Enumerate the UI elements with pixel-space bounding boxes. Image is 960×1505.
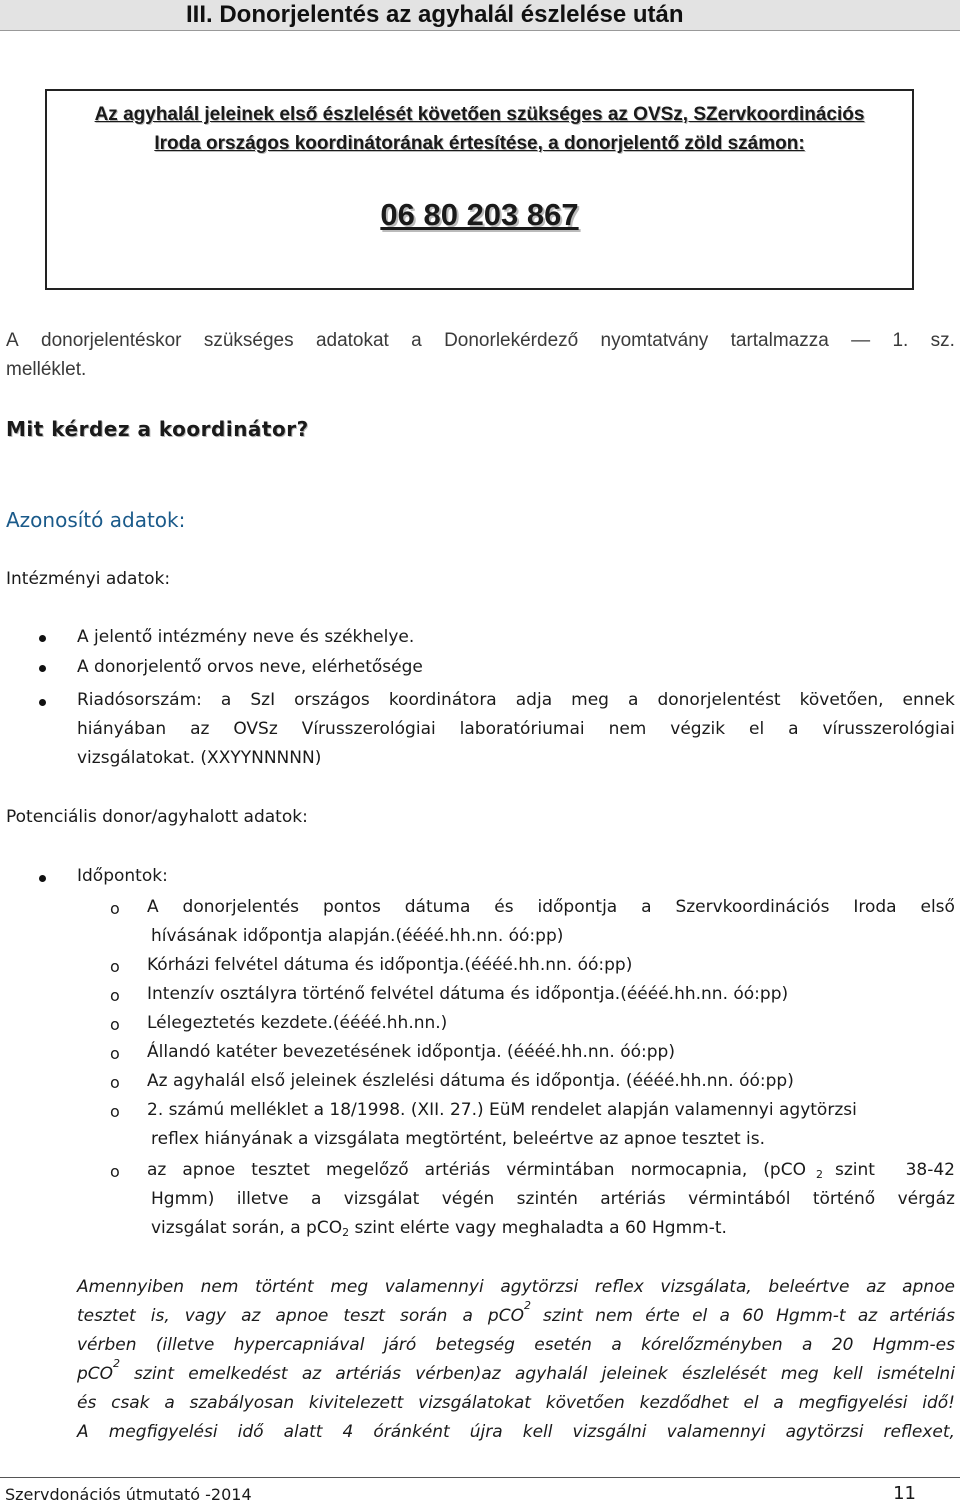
word: országos bbox=[294, 690, 370, 710]
word: ennek bbox=[902, 690, 955, 710]
word: artériás bbox=[889, 1306, 955, 1326]
word: agytörzsi bbox=[785, 1422, 864, 1442]
word: Donorlekérdező bbox=[444, 330, 579, 351]
intro-line-1 bbox=[6, 330, 955, 352]
word: SzI bbox=[250, 690, 276, 710]
timepoint-7-line-1: 2. számú melléklet a 18/1998. (XII. 27.) EüM rendelet alapján valamennyi agytörzsi bbox=[147, 1100, 857, 1120]
word: észlelését bbox=[682, 1364, 767, 1384]
bullet-dot bbox=[39, 635, 46, 642]
word: reflexet, bbox=[883, 1422, 955, 1442]
word: követően bbox=[545, 1393, 625, 1413]
t8-line3-sub: 2 bbox=[342, 1226, 350, 1239]
word: az bbox=[866, 1277, 886, 1297]
word: az bbox=[301, 1364, 322, 1384]
circle-bullet: o bbox=[110, 957, 120, 976]
footer-title: Szervdonációs útmutató -2014 bbox=[5, 1485, 252, 1504]
word: tartalmazza bbox=[730, 330, 829, 351]
word: követően, bbox=[799, 690, 884, 710]
word: járó bbox=[383, 1335, 417, 1355]
word: vérben)az bbox=[415, 1364, 501, 1384]
section-heading: III. Donorjelentés az agyhalál észlelése után bbox=[186, 1, 684, 28]
word: vérgáz bbox=[897, 1189, 955, 1209]
bullet-dot bbox=[39, 665, 46, 672]
closing-line-4-a: pCO bbox=[77, 1364, 114, 1384]
word: valamennyi bbox=[384, 1277, 484, 1297]
closing-line-5 bbox=[77, 1393, 955, 1413]
word: vagy bbox=[184, 1306, 227, 1326]
word: a bbox=[773, 1393, 784, 1413]
institution-item-3-line-1 bbox=[77, 690, 955, 710]
word: tesztet bbox=[77, 1306, 136, 1326]
word: első bbox=[920, 897, 955, 917]
word: vérmintában bbox=[506, 1160, 615, 1180]
word: (illetve bbox=[155, 1335, 215, 1355]
word: kell bbox=[522, 1422, 553, 1442]
word: szint bbox=[134, 1364, 174, 1384]
bullet-dot bbox=[39, 699, 46, 706]
word: 1. bbox=[892, 330, 909, 351]
institution-item-3-line-3: vizsgálatokat. (XXYYNNNNN) bbox=[77, 748, 322, 768]
word: a bbox=[220, 690, 232, 710]
word: a bbox=[788, 719, 799, 739]
notice-line-1: Az agyhalál jeleinek első észlelését követően szükséges az OVSz, SZervkoordinációs bbox=[94, 104, 865, 125]
word: Iroda bbox=[853, 897, 897, 917]
word: pontos bbox=[322, 897, 381, 917]
word: meg bbox=[571, 690, 609, 710]
word: hiányában bbox=[77, 719, 167, 739]
word: jeleinek bbox=[601, 1364, 668, 1384]
word: apnoe bbox=[275, 1306, 329, 1326]
word: el bbox=[749, 719, 765, 739]
institution-item-2: A donorjelentő orvos neve, elérhetősége bbox=[77, 657, 423, 677]
word: is, bbox=[150, 1306, 170, 1326]
word: megelőző bbox=[325, 1160, 409, 1180]
word: végzik bbox=[670, 719, 726, 739]
word: kell bbox=[832, 1364, 863, 1384]
closing-line-3 bbox=[77, 1335, 955, 1355]
word: hypercapniával bbox=[233, 1335, 365, 1355]
word: az bbox=[241, 1306, 261, 1326]
word: szabályosan bbox=[189, 1393, 295, 1413]
word: vizsgálatokat bbox=[418, 1393, 531, 1413]
word: pCO bbox=[487, 1306, 524, 1326]
word: A bbox=[77, 1422, 89, 1442]
word: és bbox=[494, 897, 514, 917]
word: donorjelentést bbox=[657, 690, 781, 710]
word: meg bbox=[780, 1364, 819, 1384]
word: végén bbox=[441, 1189, 495, 1209]
word: a bbox=[411, 330, 422, 351]
word: tesztet bbox=[251, 1160, 310, 1180]
word: artériás bbox=[424, 1160, 491, 1180]
word: 20 bbox=[831, 1335, 854, 1355]
word: beleértve bbox=[768, 1277, 850, 1297]
word: nyomtatvány bbox=[600, 330, 709, 351]
word: emelkedést bbox=[188, 1364, 288, 1384]
word: történt bbox=[255, 1277, 314, 1297]
word: A bbox=[6, 330, 19, 351]
notice-line-2: Iroda országos koordinátorának értesítése, a donorjelentő zöld számon: bbox=[154, 133, 805, 154]
identity-heading: Azonosító adatok: bbox=[6, 508, 186, 532]
circle-bullet: o bbox=[110, 899, 120, 918]
word: újra bbox=[469, 1422, 503, 1442]
circle-bullet: o bbox=[110, 1044, 120, 1063]
word: Vírusszerológiai bbox=[301, 719, 436, 739]
timepoint-8-line-2 bbox=[151, 1189, 955, 1209]
intro-line-2: melléklet. bbox=[6, 359, 87, 380]
word: Amennyiben bbox=[77, 1277, 185, 1297]
word: idő! bbox=[922, 1393, 955, 1413]
word: agytörzsi bbox=[500, 1277, 579, 1297]
bullet-dot bbox=[39, 875, 46, 882]
word: a bbox=[611, 1335, 622, 1355]
section-heading-bar bbox=[0, 0, 960, 31]
word: 4 bbox=[342, 1422, 354, 1442]
closing-line-1 bbox=[77, 1277, 955, 1297]
word: történő bbox=[812, 1189, 876, 1209]
word: agyhalál bbox=[515, 1364, 588, 1384]
word: Hgmm-t bbox=[776, 1306, 846, 1326]
word: meg bbox=[330, 1277, 369, 1297]
word: betegség bbox=[435, 1335, 515, 1355]
word: vizsgálat bbox=[343, 1189, 420, 1209]
word: dátuma bbox=[404, 897, 471, 917]
word: a bbox=[802, 1335, 813, 1355]
t8-words-b bbox=[835, 1160, 955, 1180]
word: artériás bbox=[335, 1364, 401, 1384]
word: szükséges bbox=[203, 330, 294, 351]
institution-item-1: A jelentő intézmény neve és székhelye. bbox=[77, 627, 415, 647]
closing-line-6 bbox=[77, 1422, 955, 1442]
t8-line3-b: szint elérte vagy meghaladta a 60 Hgmm-t. bbox=[349, 1218, 727, 1238]
word: idő bbox=[237, 1422, 264, 1442]
word: A bbox=[147, 897, 159, 917]
word: donorjelentés bbox=[182, 897, 300, 917]
word: kórelőzményben bbox=[641, 1335, 783, 1355]
word: Riadósorszám: bbox=[77, 690, 202, 710]
word: nem bbox=[608, 719, 647, 739]
word: donorjelentéskor bbox=[41, 330, 182, 351]
timepoint-5: Állandó katéter bevezetésének időpontja. (éééé.hh.nn. óó:pp) bbox=[147, 1042, 675, 1062]
question-heading: Mit kérdez a koordinátor? bbox=[6, 417, 309, 441]
timepoint-1-line-2: hívásának időpontja alapján.(éééé.hh.nn. óó:pp) bbox=[151, 926, 564, 946]
closing-line-2-sub: 2 bbox=[524, 1299, 531, 1312]
timepoints-label: Időpontok: bbox=[77, 866, 168, 886]
word: illetve bbox=[236, 1189, 289, 1209]
timepoint-3: Intenzív osztályra történő felvétel dátuma és időpontja.(éééé.hh.nn. óó:pp) bbox=[147, 984, 789, 1004]
closing-line-2-b bbox=[543, 1306, 955, 1326]
timepoint-8-line-3 bbox=[151, 1218, 727, 1238]
circle-bullet: o bbox=[110, 1015, 120, 1034]
word: szint bbox=[835, 1160, 875, 1180]
word: OVSz bbox=[233, 719, 278, 739]
word: apnoe bbox=[902, 1277, 955, 1297]
closing-line-4-b bbox=[134, 1364, 955, 1384]
word: el bbox=[743, 1393, 759, 1413]
closing-line-2 bbox=[77, 1299, 955, 1326]
word: érte bbox=[645, 1306, 680, 1326]
institution-item-3-line-2 bbox=[77, 719, 955, 739]
word: vírusszerológiai bbox=[822, 719, 955, 739]
word: az bbox=[190, 719, 210, 739]
word: a bbox=[719, 1306, 730, 1326]
word: szint bbox=[543, 1306, 583, 1326]
word: valamennyi bbox=[666, 1422, 766, 1442]
closing-line-4-sub: 2 bbox=[113, 1357, 121, 1370]
donor-heading: Potenciális donor/agyhalott adatok: bbox=[6, 807, 308, 827]
word: nem bbox=[595, 1306, 633, 1326]
word: óránként bbox=[373, 1422, 450, 1442]
word: normocapnia, bbox=[630, 1160, 748, 1180]
circle-bullet: o bbox=[110, 1162, 120, 1181]
notice-box bbox=[45, 89, 914, 290]
word: kivitelezett bbox=[308, 1393, 404, 1413]
word: megfigyelési bbox=[798, 1393, 908, 1413]
word: ismételni bbox=[876, 1364, 955, 1384]
circle-bullet: o bbox=[110, 1102, 120, 1121]
word: a bbox=[164, 1393, 175, 1413]
word: az bbox=[857, 1306, 878, 1326]
closing-line-4 bbox=[77, 1357, 955, 1384]
word: Hgmm) bbox=[151, 1189, 215, 1209]
word: az bbox=[147, 1160, 167, 1180]
footer-rule bbox=[0, 1477, 960, 1478]
word: reflex bbox=[594, 1277, 644, 1297]
t8-words-a bbox=[147, 1160, 806, 1180]
word: sz. bbox=[930, 330, 955, 351]
word: koordinátora bbox=[388, 690, 497, 710]
word: Szervkoordinációs bbox=[675, 897, 830, 917]
word: 38-42 bbox=[905, 1160, 955, 1180]
word: vérmintából bbox=[688, 1189, 791, 1209]
word: teszt bbox=[343, 1306, 385, 1326]
word: csak bbox=[111, 1393, 150, 1413]
timepoint-4: Lélegeztetés kezdete.(éééé.hh.nn.) bbox=[147, 1013, 448, 1033]
word: 60 bbox=[742, 1306, 764, 1326]
institution-heading: Intézményi adatok: bbox=[6, 569, 171, 589]
word: artériás bbox=[600, 1189, 666, 1209]
timepoint-7-line-2: reflex hiányának a vizsgálata megtörtént, beleértve az apnoe tesztet is. bbox=[151, 1129, 766, 1149]
word: időpontja bbox=[537, 897, 618, 917]
word: alatt bbox=[283, 1422, 323, 1442]
word: a bbox=[462, 1306, 473, 1326]
circle-bullet: o bbox=[110, 1073, 120, 1092]
word: apnoe bbox=[182, 1160, 236, 1180]
phone-number: 06 80 203 867 bbox=[380, 197, 579, 232]
word: nem bbox=[200, 1277, 239, 1297]
word: Hgmm-es bbox=[872, 1335, 955, 1355]
word: (pCO bbox=[763, 1160, 806, 1180]
word: adja bbox=[515, 690, 553, 710]
t8-line3-a: vizsgálat során, a pCO bbox=[151, 1218, 343, 1238]
word: a bbox=[310, 1189, 322, 1209]
word: adatokat bbox=[315, 330, 389, 351]
word: vizsgálata, bbox=[660, 1277, 752, 1297]
timepoint-8-line-1 bbox=[147, 1160, 955, 1180]
word: el bbox=[692, 1306, 708, 1326]
word: kezdődhet bbox=[639, 1393, 729, 1413]
word: megfigyelési bbox=[108, 1422, 218, 1442]
word: és bbox=[77, 1393, 97, 1413]
word: szintén bbox=[516, 1189, 578, 1209]
page-number: 11 bbox=[893, 1483, 916, 1504]
timepoint-6: Az agyhalál első jeleinek észlelési dátuma és időpontja. (éééé.hh.nn. óó:pp) bbox=[147, 1071, 794, 1091]
word: — bbox=[851, 330, 871, 351]
t8-sub: 2 bbox=[816, 1168, 823, 1181]
closing-line-2-a bbox=[77, 1306, 524, 1326]
word: a bbox=[641, 897, 652, 917]
timepoint-2: Kórházi felvétel dátuma és időpontja.(éééé.hh.nn. óó:pp) bbox=[147, 955, 633, 975]
timepoint-1-line-1 bbox=[147, 897, 955, 917]
word: laboratóriumai bbox=[459, 719, 585, 739]
word: során bbox=[399, 1306, 448, 1326]
circle-bullet: o bbox=[110, 986, 120, 1005]
word: vizsgálni bbox=[572, 1422, 647, 1442]
word: a bbox=[628, 690, 639, 710]
word: esetén bbox=[534, 1335, 592, 1355]
word: vérben bbox=[77, 1335, 137, 1355]
